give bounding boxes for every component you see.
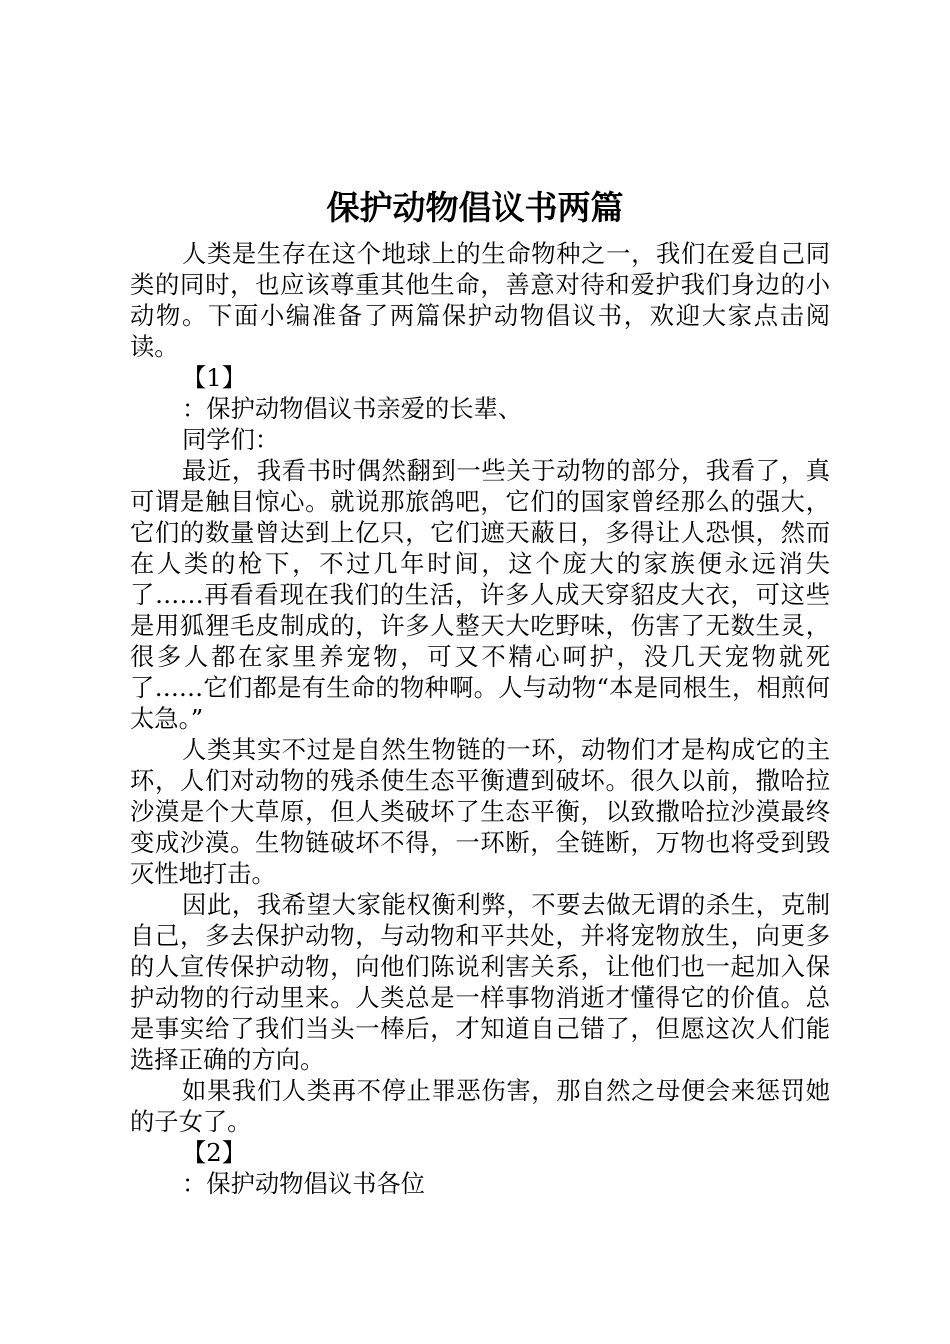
body-paragraph: 如果我们人类再不停止罪恶伤害，那自然之母便会来惩罚她的子女了。: [130, 1076, 830, 1136]
document-title: 保护动物倡议书两篇: [326, 188, 624, 227]
section-marker-2: 【2】: [182, 1138, 247, 1167]
letter-heading-1: ：保护动物倡议书亲爱的长辈、: [182, 394, 523, 423]
body-paragraph: 最近，我看书时偶然翻到一些关于动物的部分，我看了，真可谓是触目惊心。就说那旅鸽吧，它们的国家曾经那么的强大，它们的数量曾达到上亿只，它们遮天蔽日，多得让人恐惧，然而在人类的枪下，不过几年时间，这个庞大的家族便永远消失了……再看看现在我们的生活，许多人成天穿貂皮大衣，可这些是用狐狸毛皮制成的，许多人整天大吃野味，伤害了无数生灵，很多人都在家里养宠物，可又不精心呵护，没几天宠物就死了……它们都是有生命的物种啊。人与动物“本是同根生，相煎何太急。”: [130, 456, 830, 733]
intro-paragraph: 人类是生存在这个地球上的生命物种之一，我们在爱自己同类的同时，也应该尊重其他生命，善意对待和爱护我们身边的小动物。下面小编准备了两篇保护动物倡议书，欢迎大家点击阅读。: [130, 239, 830, 361]
salutation: 同学们：: [182, 425, 280, 454]
body-paragraph: 人类其实不过是自然生物链的一环，动物们才是构成它的主环，人们对动物的残杀使生态平衡遭到破坏。很久以前，撒哈拉沙漠是个大草原，但人类破坏了生态平衡，以致撒哈拉沙漠最终变成沙漠。生物链破坏不得，一环断，全链断，万物也将受到毁灭性地打击。: [130, 735, 830, 888]
section-marker-1: 【1】: [182, 363, 247, 392]
body-paragraph: 因此，我希望大家能权衡利弊，不要去做无谓的杀生，克制自己，多去保护动物，与动物和平共处，并将宠物放生，向更多的人宣传保护动物，向他们陈说利害关系，让他们也一起加入保护动物的行动里来。人类总是一样事物消逝才懂得它的价值。总是事实给了我们当头一棒后，才知道自己错了，但愿这次人们能选择正确的方向。: [130, 890, 830, 1074]
document-body: [130, 238, 830, 1199]
letter-heading-2: ：保护动物倡议书各位: [182, 1169, 425, 1198]
